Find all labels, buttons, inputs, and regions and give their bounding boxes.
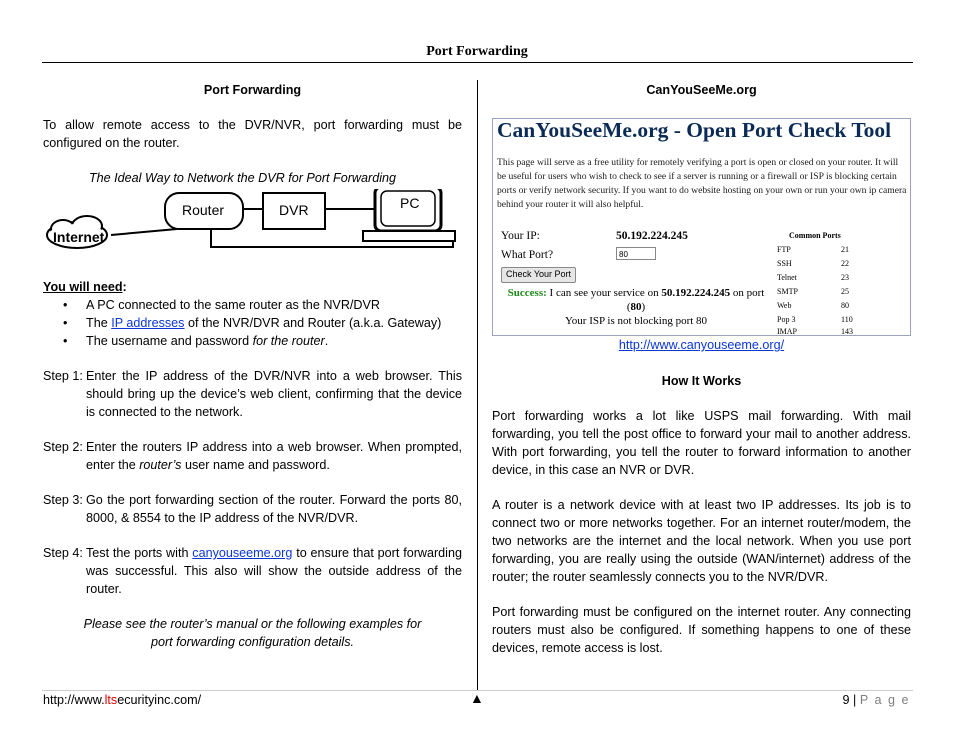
how-paragraph-2: A router is a network device with at least two IP addresses. Its job is to connect two or more networks together. For an internet router/modem, the two networks are the internet and the local network. When you use port forwarding, you are really using the outside (WAN/internet) address of the router; the router seamlessly connects you to the NVR/DVR. [492,498,911,584]
isp-line: Your ISP is not blocking port 80 [564,315,708,327]
step-1-text: Enter the IP address of the DVR/NVR into a web browser. This should bring up the device’s web client, confirming that the device is connected to the network. [86,369,462,419]
step-4 [43,544,462,598]
tool-description: This page will serve as a free utility for remotely verifying a port is open or closed on your router. It will be useful for users who wish to check to see if a server is running or a firewall or ISP is blocking certain ports or verify network security. If you want to do website hosting on your own or run your own ip camera behind your router it will also helpful. [497,157,907,210]
check-port-button[interactable]: Check Your Port [501,267,576,283]
success-word: Success: [507,287,547,299]
you-will-need-text: You will need [43,280,123,294]
need-2-post: of the NVR/DVR and Router (a.k.a. Gateway) [184,316,442,330]
canyouseeme-screenshot [492,118,911,336]
line-internet-router [111,229,177,235]
port-number: 23 [841,273,849,282]
footer-url[interactable] [43,693,201,707]
success-pre: I can see your service on [546,287,662,299]
port-name: Web [777,301,792,310]
footer-url-post: ecurityinc.com/ [117,693,202,707]
step-2-post: user name and password. [181,458,330,472]
step-4-text [86,544,462,598]
network-diagram [43,189,462,267]
diagram-caption: The Ideal Way to Network the DVR for Port Forwarding [88,171,397,185]
diagram-dvr-label: DVR [279,202,309,218]
port-input[interactable]: 80 [616,247,656,260]
step-4-number: Step 4: [43,546,83,560]
header-title: Port Forwarding [426,44,528,59]
need-3-ital: for the router [252,334,325,348]
your-ip-label: Your IP: [501,230,540,242]
step-2-text [86,438,462,474]
diagram-router-label: Router [182,202,225,218]
you-will-need-heading [43,278,462,296]
canyouseeme-link[interactable]: canyouseeme.org [192,546,293,560]
step-3 [43,491,462,527]
ip-addresses-link[interactable]: IP addresses [111,316,185,330]
port-number: 110 [841,315,853,324]
note-line-1: Please see the router’s manual or the following examples for [83,617,422,631]
how-paragraph-1: Port forwarding works a lot like USPS mail forwarding. With mail forwarding, you tell the post office to forward your mail to another address. With port forwarding, you tell the router to forward information to another device, in this case an NVR or DVR. [492,409,911,477]
port-name: IMAP [777,327,798,336]
step-2-number: Step 2: [43,440,83,454]
step-3-text: Go the port forwarding section of the router. Forward the ports 80, 8000, & 8554 to the IP address of the NVR/DVR. [86,493,462,525]
common-port-row [777,323,867,341]
port-name: Telnet [777,273,797,282]
your-ip-value: 50.192.224.245 [616,230,688,242]
check-result [501,286,771,328]
step-1 [43,367,462,421]
port-name: FTP [777,245,791,254]
canyouseeme-url-link[interactable]: http://www.canyouseeme.org/ [618,338,785,352]
list-item [43,332,462,350]
step-4-pre: Test the ports with [86,546,193,560]
port-number: 21 [841,245,849,254]
port-number: 25 [841,287,849,296]
port-number: 80 [841,301,849,310]
need-3-post: . [324,334,329,348]
right-column [492,80,911,657]
diagram-pc-label: PC [400,195,420,211]
list-item [43,296,462,314]
step-4-post: to ensure that port forwarding was successful. This also will show the outside address of the router. [86,546,462,596]
tool-title: CanYouSeeMe.org - Open Port Check Tool [497,118,892,142]
step-2-ital: router’s [139,458,182,472]
needs-list [43,296,462,350]
step-3-number: Step 3: [43,493,83,507]
what-port-label: What Port? [501,249,554,261]
list-item [43,314,462,332]
port-number: 143 [841,327,853,336]
port-number: 22 [841,259,849,268]
need-2-pre: The [86,316,112,330]
step-1-number: Step 1: [43,369,83,383]
you-will-need-colon: : [122,280,127,294]
page-number-value: 9 [842,693,850,707]
port-name: Pop 3 [777,315,796,324]
right-section-title: CanYouSeeMe.org [646,83,757,97]
page-separator: | [849,693,860,707]
column-divider [477,80,478,690]
left-column [43,80,462,651]
note-line-2: port forwarding configuration details. [150,635,354,649]
step-2 [43,438,462,474]
success-mid: on port ( [626,287,765,313]
page-word: P a g e [859,693,910,707]
page-number [843,693,910,707]
header-rule [42,62,913,63]
port-name: SSH [777,259,792,268]
success-port: 80 [630,301,642,313]
step-2-pre: Enter the routers IP address into a web browser. When prompted, enter the [86,440,462,472]
footer-url-red: lts [104,693,118,707]
success-ip: 50.192.224.245 [661,287,731,299]
footer-url-pre: http://www. [43,693,105,707]
intro-paragraph: To allow remote access to the DVR/NVR, port forwarding must be configured on the router. [43,118,462,150]
diagram-internet-label: Internet [53,229,105,245]
left-section-title: Port Forwarding [203,83,302,97]
common-ports-title: Common Ports [789,231,841,240]
up-arrow-icon: ▲ [470,690,484,706]
how-paragraph-3: Port forwarding must be configured on the internet router. Any connecting routers must also be configured. If something happens to one of these devices, remote access is lost. [492,605,911,655]
port-name: SMTP [777,287,798,296]
need-1: A PC connected to the same router as the NVR/DVR [86,298,380,312]
success-end: ) [641,301,646,313]
how-it-works-title: How It Works [661,374,742,388]
need-3-pre: The username and password [86,334,253,348]
